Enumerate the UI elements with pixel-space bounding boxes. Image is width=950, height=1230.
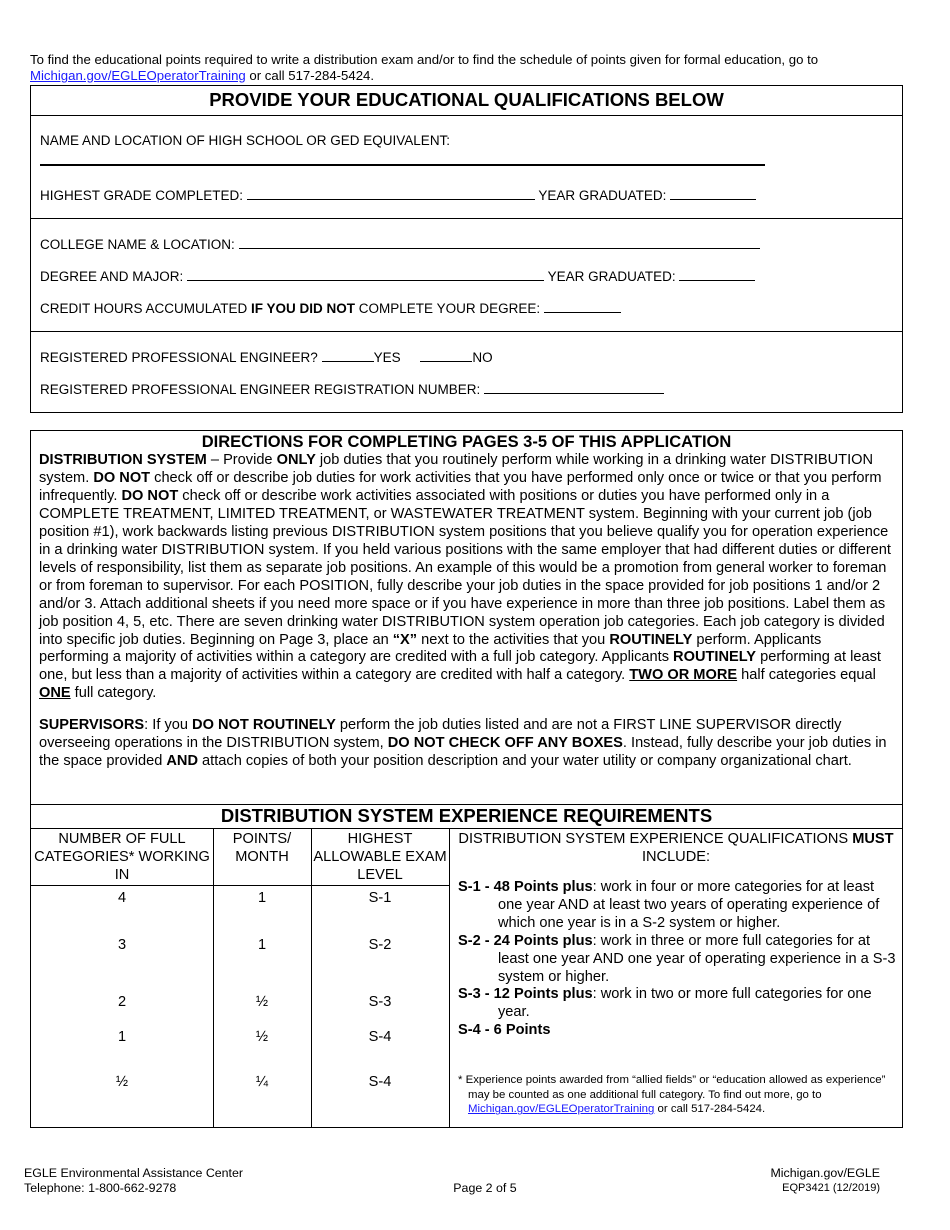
directions-body <box>31 452 902 771</box>
college-row <box>40 236 760 252</box>
header-points: POINTS/ MONTH <box>232 831 292 865</box>
row-1-points: 1 <box>257 890 267 906</box>
row-3-categories: 2 <box>117 994 127 1010</box>
pe-no-label: NO <box>472 350 493 365</box>
footer-right <box>770 1166 880 1196</box>
pe-number-field[interactable] <box>484 381 664 394</box>
year-graduated-label: YEAR GRADUATED: <box>538 188 667 203</box>
directions-section <box>30 430 903 1128</box>
degree-row <box>40 268 755 284</box>
engineer-section <box>31 332 902 414</box>
high-school-section <box>31 116 902 219</box>
credit-hours-row: CREDIT HOURS ACCUMULATED IF YOU DID NOT COMPLETE YOUR DEGREE: <box>40 300 621 316</box>
highest-grade-row <box>40 187 756 203</box>
pe-yes-field[interactable] <box>322 349 374 362</box>
requirement-item: S-2 - 24 Points plus: work in three or more full categories for at least one year AND one year of operating experience in a S-3 system or higher. <box>458 932 896 985</box>
header-qualifications: DISTRIBUTION SYSTEM EXPERIENCE QUALIFICATIONS MUST INCLUDE: <box>458 831 894 865</box>
row-4-points: ½ <box>255 1029 269 1045</box>
pe-question-label: REGISTERED PROFESSIONAL ENGINEER? <box>40 350 318 365</box>
pe-number-label: REGISTERED PROFESSIONAL ENGINEER REGISTRATION NUMBER: <box>40 382 481 397</box>
qualifications-section <box>30 85 903 413</box>
directions-title: DIRECTIONS FOR COMPLETING PAGES 3-5 OF THIS APPLICATION <box>201 433 732 451</box>
row-5-categories: ½ <box>115 1074 129 1090</box>
high-school-label: NAME AND LOCATION OF HIGH SCHOOL OR GED EQUIVALENT: <box>40 133 451 148</box>
row-3-points: ½ <box>255 994 269 1010</box>
footer-phone: Telephone: 1-800-662-9278 <box>24 1181 177 1195</box>
row-5-points: ¼ <box>255 1074 269 1090</box>
row-3-level: S-3 <box>368 994 392 1010</box>
row-5-level: S-4 <box>368 1074 392 1090</box>
high-school-field[interactable] <box>40 164 765 166</box>
requirement-item: S-1 - 48 Points plus: work in four or more categories for at least one year AND at least two years of operating experience of which one year is in a S-2 system or higher. <box>458 879 880 931</box>
row-1-level: S-1 <box>368 890 392 906</box>
degree-field[interactable] <box>187 268 544 281</box>
college-section <box>31 219 902 332</box>
supervisors-paragraph: SUPERVISORS: If you DO NOT ROUTINELY perform the job duties listed and are not a FIRST LINE SUPERVISOR directly overseeing operations in the DISTRIBUTION system, DO NOT CHECK OFF ANY BOXES. Instead, fully describe your job duties in the space provided AND attach copies of both your position description and your water utility or company organizational chart. <box>39 717 887 770</box>
row-4-level: S-4 <box>368 1029 392 1045</box>
highest-grade-label: HIGHEST GRADE COMPLETED: <box>40 188 244 203</box>
requirement-item: S-3 - 12 Points plus: work in two or more full categories for one year. <box>458 986 872 1021</box>
row-4-categories: 1 <box>117 1029 127 1045</box>
college-label: COLLEGE NAME & LOCATION: <box>40 237 235 252</box>
college-year-graduated-field[interactable] <box>679 268 755 281</box>
credit-hours-field[interactable] <box>544 300 621 313</box>
footer-site: Michigan.gov/EGLE <box>770 1166 880 1180</box>
note-training-link[interactable]: Michigan.gov/EGLEOperatorTraining <box>468 1103 655 1116</box>
row-2-categories: 3 <box>117 937 127 953</box>
row-1-categories: 4 <box>117 890 127 906</box>
experience-requirements-table <box>31 804 902 1128</box>
pe-no-field[interactable] <box>420 349 472 362</box>
footer-left <box>24 1166 243 1196</box>
pe-question-row <box>40 349 493 365</box>
training-link[interactable]: Michigan.gov/EGLEOperatorTraining <box>30 68 246 83</box>
intro-text: To find the educational points required to write a distribution exam and/or to find the schedule of points given for formal education, go to Michigan.gov/EGLEOperatorTraining or call 517-284-5424. <box>30 52 819 83</box>
header-level: HIGHEST ALLOWABLE EXAM LEVEL <box>313 831 447 883</box>
row-2-points: 1 <box>257 937 267 953</box>
distribution-system-paragraph: DISTRIBUTION SYSTEM – Provide ONLY job duties that you routinely perform while working in a drinking water DISTRIBUTION system. DO NOT check off or describe job duties for work activities that you have performed only once or twice or that you perform infrequently. DO NOT check off or describe work activities associated with positions or duties you have performed only in a COMPLETE TREATMENT, LIMITED TREATMENT, or WASTEWATER TREATMENT system. Beginning with your current job (job position #1), work backwards listing previous DISTRIBUTION system positions that you believe qualify you for operation experience in a drinking water DISTRIBUTION system. If you held various positions with the same employer that had different duties or different levels of responsibility, list them as separate job positions. An example of this would be a promotion from general worker to foreman or from foreman to supervisor. For each POSITION, fully describe your job duties in the space provided for job positions 1 and/or 2 and/or 3. Attach additional sheets if you need more space or if you have experience in more than three job positions. Label them as job position 4, 5, etc. There are seven drinking water DISTRIBUTION system operation job categories. Each job category is divided into specific job duties. Beginning on Page 3, place an “X” next to the activities that you ROUTINELY perform. Applicants performing a majority of activities within a category are credited with a full job category. Applicants ROUTINELY performing at least one, but less than a majority of activities within a category are credited with half a category. TWO OR MORE half categories equal ONE full category. <box>39 452 891 702</box>
degree-label: DEGREE AND MAJOR: <box>40 269 184 284</box>
college-year-graduated-label: YEAR GRADUATED: <box>547 269 676 284</box>
pe-number-row <box>40 381 664 397</box>
requirements-list <box>458 879 898 1040</box>
experience-title: DISTRIBUTION SYSTEM EXPERIENCE REQUIREMENTS <box>31 805 902 829</box>
year-graduated-field[interactable] <box>670 187 756 200</box>
header-categories: NUMBER OF FULL CATEGORIES* WORKING IN <box>34 831 210 883</box>
footer-form: EQP3421 (12/2019) <box>782 1182 880 1194</box>
pe-yes-label: YES <box>373 350 401 365</box>
college-field[interactable] <box>239 236 760 249</box>
row-2-level: S-2 <box>368 937 392 953</box>
qualifications-title: PROVIDE YOUR EDUCATIONAL QUALIFICATIONS BELOW <box>31 86 902 116</box>
requirement-item: S-4 - 6 Points <box>458 1022 551 1039</box>
highest-grade-field[interactable] <box>247 187 535 200</box>
footer-org: EGLE Environmental Assistance Center <box>24 1166 244 1180</box>
footer-page: Page 2 of 5 <box>453 1181 517 1195</box>
allied-fields-note: * Experience points awarded from “allied fields” or “education allowed as experience” may be counted as one additional full category. To find out more, go to Michigan.gov/EGLEOperatorTraining or call 517-284-5424. <box>458 1074 886 1116</box>
